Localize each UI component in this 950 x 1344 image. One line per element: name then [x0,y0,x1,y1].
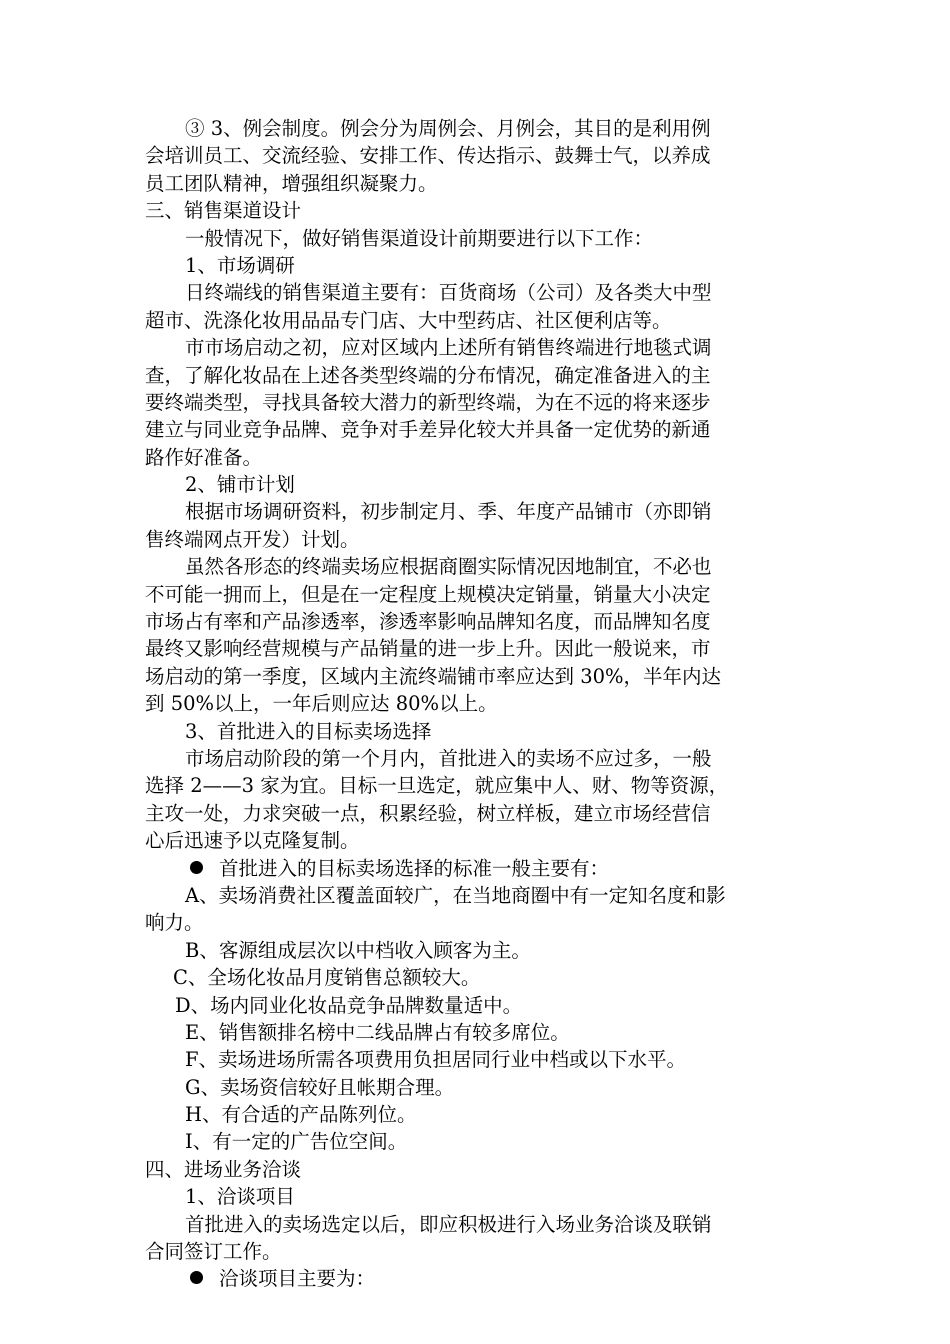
paragraph-line [145,772,805,799]
line-text: 场启动的第一季度，区域内主流终端铺市率应达到 30%，半年内达 [145,664,722,688]
line-text: 建立与同业竞争品牌、竞争对手差异化较大并具备一定优势的新通 [145,418,711,442]
bullet-icon [190,861,203,874]
paragraph-line [145,444,805,471]
paragraph-line [145,1156,805,1183]
bullet-icon [190,1271,203,1284]
line-text: 路作好准备。 [145,445,263,469]
paragraph-line [145,553,805,580]
line-text: 不可能一拥而上，但是在一定程度上规模决定销量，销量大小决定 [145,582,711,606]
paragraph-line [145,1046,805,1073]
paragraph-line [145,718,805,745]
bullet-paragraph-line [145,1265,805,1292]
line-text: 超市、洗涤化妆用品品专门店、大中型药店、社区便利店等。 [145,308,672,332]
line-text: 主攻一处，力求突破一点，积累经验，树立样板，建立市场经营信 [145,801,711,825]
line-text: 根据市场调研资料，初步制定月、季、年度产品铺市（亦即销 [185,500,712,524]
line-text: 到 50%以上，一年后则应达 80%以上。 [145,692,498,716]
paragraph-line [145,498,805,525]
line-text: 首批进入的目标卖场选择的标准一般主要有： [219,856,610,880]
document-page [145,115,805,1293]
paragraph-line [145,909,805,936]
line-text: 市场启动阶段的第一个月内，首批进入的卖场不应过多，一般 [185,746,712,770]
line-text: 日终端线的销售渠道主要有：百货商场（公司）及各类大中型 [185,281,712,305]
paragraph-line [145,142,805,169]
line-text: 1、市场调研 [185,253,295,277]
line-text: 虽然各形态的终端卖场应根据商圈实际情况因地制宜，不必也 [185,555,712,579]
paragraph-line [145,307,805,334]
paragraph-line [145,334,805,361]
line-text: A、卖场消费社区覆盖面较广，在当地商圈中有一定知名度和影 [185,883,726,907]
paragraph-line [145,635,805,662]
line-text: 售终端网点开发）计划。 [145,527,360,551]
line-text: ③ 3、例会制度。例会分为周例会、月例会，其目的是利用例 [185,117,711,140]
paragraph-line [145,690,805,717]
line-text: 市场占有率和产品渗透率，渗透率影响品牌知名度，而品牌知名度 [145,610,711,634]
paragraph-line [145,115,805,142]
paragraph-line [145,937,805,964]
paragraph-line [145,197,805,224]
line-text: 洽谈项目主要为： [219,1267,376,1291]
paragraph-line [145,1101,805,1128]
line-text: C、全场化妆品月度销售总额较大。 [173,966,481,990]
line-text: 1、洽谈项目 [185,1185,295,1209]
paragraph-line [145,1019,805,1046]
line-text: 员工团队精神，增强组织凝聚力。 [145,171,438,195]
line-text: D、场内同业化妆品竞争品牌数量适中。 [175,993,523,1017]
paragraph-line [145,1074,805,1101]
paragraph-line [145,526,805,553]
line-text: 心后迅速予以克隆复制。 [145,829,360,853]
paragraph-line [145,964,805,991]
line-text: 选择 2——3 家为宜。目标一旦选定，就应集中人、财、物等资源， [145,774,729,798]
line-text: 2、铺市计划 [185,473,295,497]
paragraph-line [145,389,805,416]
paragraph-line [145,1211,805,1238]
paragraph-line [145,252,805,279]
paragraph-line [145,581,805,608]
paragraph-line [145,416,805,443]
paragraph-line [145,225,805,252]
paragraph-line [145,279,805,306]
paragraph-line [145,1128,805,1155]
paragraph-line [145,745,805,772]
line-text: 会培训员工、交流经验、安排工作、传达指示、鼓舞士气，以养成 [145,144,711,168]
line-text: H、有合适的产品陈列位。 [185,1103,417,1127]
paragraph-line [145,471,805,498]
paragraph-line [145,992,805,1019]
line-text: 首批进入的卖场选定以后，即应积极进行入场业务洽谈及联销 [185,1212,712,1236]
line-text: 三、销售渠道设计 [145,199,302,223]
paragraph-line [145,827,805,854]
paragraph-line [145,608,805,635]
line-text: 响力。 [145,911,204,935]
line-text: E、销售额排名榜中二线品牌占有较多席位。 [185,1020,570,1044]
paragraph-line [145,663,805,690]
paragraph-line [145,1238,805,1265]
line-text: B、客源组成层次以中档收入顾客为主。 [185,938,531,962]
line-text: 要终端类型，寻找具备较大潜力的新型终端，为在不远的将来逐步 [145,390,711,414]
paragraph-line [145,1183,805,1210]
paragraph-line [145,170,805,197]
line-text: 最终又影响经营规模与产品销量的进一步上升。因此一般说来，市 [145,637,711,661]
paragraph-line [145,800,805,827]
line-text: 3、首批进入的目标卖场选择 [185,719,432,743]
line-text: 查，了解化妆品在上述各类型终端的分布情况，确定准备进入的主 [145,363,711,387]
line-text: 合同签订工作。 [145,1240,282,1264]
line-text: F、卖场进场所需各项费用负担居同行业中档或以下水平。 [185,1048,687,1072]
line-text: 一般情况下，做好销售渠道设计前期要进行以下工作： [185,226,654,250]
line-text: I、有一定的广告位空间。 [185,1130,408,1154]
line-text: G、卖场资信较好且帐期合理。 [185,1075,455,1099]
bullet-paragraph-line [145,855,805,882]
line-text: 市市场启动之初，应对区域内上述所有销售终端进行地毯式调 [185,336,712,360]
paragraph-line [145,882,805,909]
line-text: 四、进场业务洽谈 [145,1157,302,1181]
paragraph-line [145,362,805,389]
